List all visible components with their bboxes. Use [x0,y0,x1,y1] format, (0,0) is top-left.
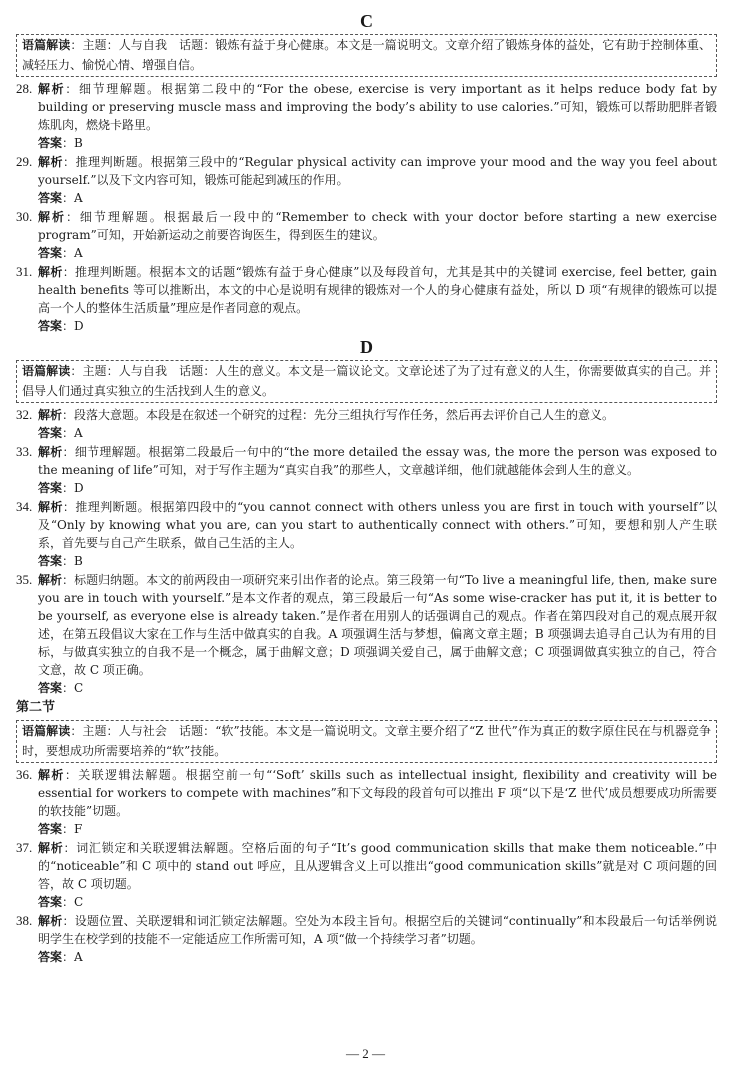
analysis-text: ：细节理解题。根据第二段中的“For the obese, exercise is very important as it helps reduce body fat by building or preserving muscle mass and improving the body’s ability to use calories.”可知，锻炼可以帮助肥胖者锻炼肌肉，燃烧卡路里。 [38,82,717,132]
question-35 [16,571,717,679]
page-number: — 2 — [346,1046,385,1061]
analysis-label: 解析 [38,265,63,279]
answer-36 [16,820,717,838]
answer-value: ：D [62,319,84,333]
question-34 [16,498,717,552]
summary-text: ：主题：人与自我 话题：人生的意义。本文是一篇议论文。文章论述了为了过有意义的人生，你需要做真实的自己。并倡导人们通过真实独立的生活找到人生的意义。 [22,364,711,398]
answer-value: ：B [62,136,83,150]
answer-value: ：D [62,481,84,495]
answer-35 [16,679,717,697]
section-c-title: C [360,11,373,31]
question-29 [16,153,717,189]
answer-value: ：F [62,822,83,836]
question-number: 35. [16,572,33,587]
part-two-summary [16,720,717,763]
question-38 [16,912,717,948]
answer-value: ：C [62,681,84,695]
answer-value: ：A [62,426,83,440]
answer-page [16,10,717,967]
analysis-text: ：词汇锁定和关联逻辑法解题。空格后面的句子“It’s good communication skills that make them noticeable.”中的“noticeable”和 C 项中的 stand out 呼应，且从逻辑含义上可以推出“good communication skills”就是对 C 项问题的回答，故 C 项切题。 [38,841,717,891]
summary-tag: 语篇解读 [22,364,71,378]
answer-value: ：B [62,554,83,568]
analysis-text: ：段落大意题。本段是在叙述一个研究的过程：先分三组执行写作任务，然后再去评价自己人生的意义。 [62,408,615,422]
answer-label: 答案 [38,481,63,495]
question-number: 34. [16,499,33,514]
answer-label: 答案 [38,191,63,205]
answer-value: ：C [62,895,84,909]
summary-text: ：主题：人与自我 话题：锻炼有益于身心健康。本文是一篇说明文。文章介绍了锻炼身体的益处，它有助于控制体重、减轻压力、愉悦心情、增强自信。 [22,38,711,72]
answer-38 [16,948,717,966]
question-number: 32. [16,407,33,422]
summary-tag: 语篇解读 [22,724,71,738]
answer-label: 答案 [38,681,63,695]
question-number: 29. [16,154,33,169]
question-number: 31. [16,264,33,279]
answer-label: 答案 [38,246,63,260]
analysis-label: 解析 [38,500,63,514]
answer-37 [16,893,717,911]
analysis-text: ：细节理解题。根据最后一段中的“Remember to check with your doctor before starting a new exercise program”可知，开始新运动之前要咨询医生，得到医生的建议。 [38,210,717,242]
answer-label: 答案 [38,426,63,440]
analysis-text: ：标题归纳题。本文的前两段由一项研究来引出作者的论点。第三段第一句“To live a meaningful life, then, make sure you are in touch with yourself.”是本文作者的观点，第三段最后一句“As some wise-cracker has put it, it is better to be yourself, as everyone else is already taken.”是作者在用别人的话强调自己的观点。作者在第四段对自己的观点展开叙述，在第五段倡议大家在工作与生活中做真实的自我。A 项强调生活与梦想，偏离文章主题；B 项强调去追寻自己认为有用的目标，与做真实独立的自我不是一个概念，属于曲解文意；D 项强调关爱自己，属于曲解文意；C 项强调做真实独立的自己，符合文意，故 C 项正确。 [38,573,717,677]
section-d-title: D [360,337,373,357]
analysis-text: ：设题位置、关联逻辑和词汇锁定法解题。空处为本段主旨句。根据空后的关键词“continually”和本段最后一句话举例说明学生在校学到的技能不一定能适应工作所需可知，A 项“做一个持续学习者”切题。 [38,914,717,946]
question-number: 28. [16,81,33,96]
answer-label: 答案 [38,319,63,333]
analysis-text: ：推理判断题。根据第四段中的“you cannot connect with others unless you are first in touch with yourself”以及“Only by knowing what you are, can you start to authentically connect with others.”可知，要想和别人产生联系，首先要与自己产生联系，做自己生活的主人。 [38,500,717,550]
answer-value: ：A [62,950,83,964]
question-31 [16,263,717,317]
analysis-label: 解析 [38,210,66,224]
summary-tag: 语篇解读 [22,38,71,52]
question-33 [16,443,717,479]
answer-32 [16,424,717,442]
analysis-label: 解析 [38,155,64,169]
question-number: 38. [16,913,33,928]
answer-28 [16,134,717,152]
question-36 [16,766,717,820]
answer-34 [16,552,717,570]
section-c-summary [16,34,717,77]
part-two-heading: 第二节 [16,700,56,715]
answer-label: 答案 [38,895,63,909]
answer-30 [16,244,717,262]
question-30 [16,208,717,244]
analysis-text: ：关联逻辑法解题。根据空前一句“‘Soft’ skills such as intellectual insight, flexibility and creativity will be essential for workers to compete with machines”和下文每段的段首句可以推出 F 项“以下是‘Z 世代’成员想要成功所需要的软技能”切题。 [38,768,717,818]
answer-label: 答案 [38,136,63,150]
question-number: 30. [16,209,33,224]
answer-31 [16,317,717,335]
analysis-label: 解析 [38,573,63,587]
answer-33 [16,479,717,497]
analysis-text: ：细节理解题。根据第二段最后一句中的“the more detailed the essay was, the more the person was exposed to the meaning of life”可知，对于写作主题为“真实自我”的那些人，文章越详细，他们就越能体会到人生的意义。 [38,445,717,477]
answer-value: ：A [62,191,83,205]
question-number: 37. [16,840,33,855]
question-28 [16,80,717,134]
analysis-label: 解析 [38,914,63,928]
question-number: 33. [16,444,33,459]
answer-label: 答案 [38,554,63,568]
analysis-text: ：推理判断题。根据第三段中的“Regular physical activity can improve your mood and the way you feel about yourself.”以及下文内容可知，锻炼可能起到减压的作用。 [38,155,717,187]
answer-label: 答案 [38,822,63,836]
answer-value: ：A [62,246,83,260]
summary-text: ：主题：人与社会 话题：“软”技能。本文是一篇说明文。文章主要介绍了“Z 世代”作为真正的数字原住民在与机器竞争时，要想成功所需要培养的“软”技能。 [22,724,711,758]
section-d-summary [16,360,717,403]
question-number: 36. [16,767,33,782]
analysis-label: 解析 [38,445,63,459]
analysis-label: 解析 [38,82,66,96]
question-37 [16,839,717,893]
answer-29 [16,189,717,207]
answer-label: 答案 [38,950,63,964]
analysis-label: 解析 [38,408,63,422]
analysis-label: 解析 [38,768,65,782]
analysis-label: 解析 [38,841,64,855]
analysis-text: ：推理判断题。根据本文的话题“锻炼有益于身心健康”以及每段首句，尤其是其中的关键词 exercise, feel better, gain health benefits 等可以推断出，本文的中心是说明有规律的锻炼对一个人的身心健康有益处，所以 D 项“有规律的锻炼可以提高一个人的整体生活质量”理应是作者同意的观点。 [38,265,717,315]
question-32 [16,406,717,424]
